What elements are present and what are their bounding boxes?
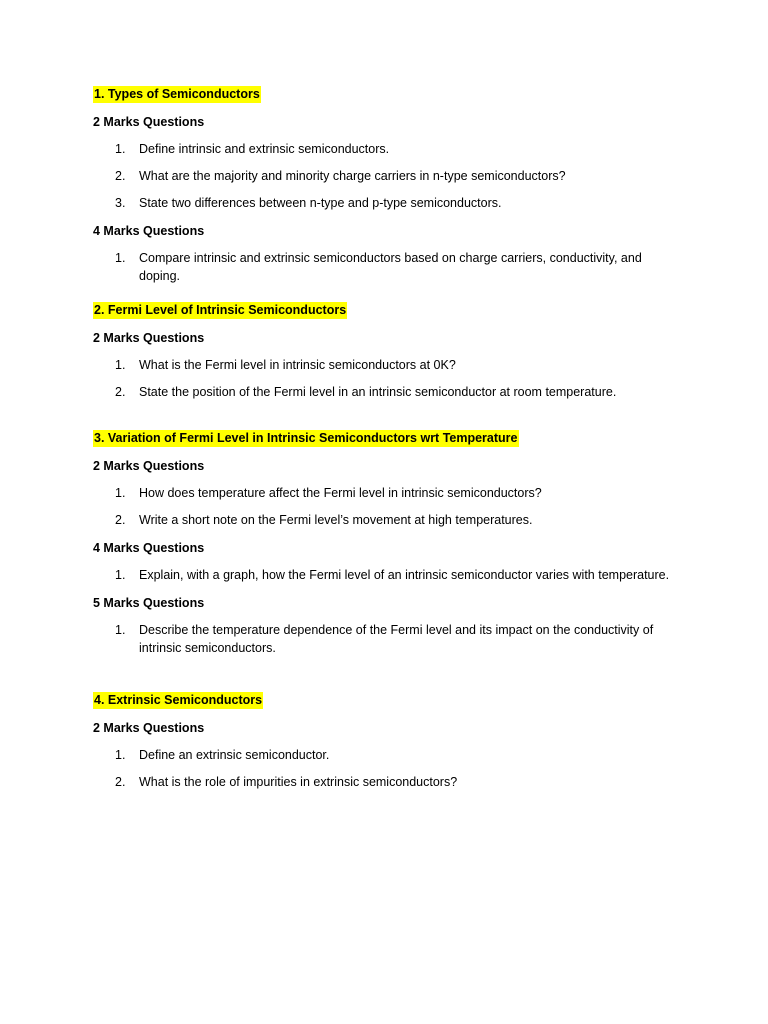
question-item xyxy=(93,773,683,791)
marks-heading: 2 Marks Questions xyxy=(93,115,205,129)
question-list xyxy=(93,746,683,791)
question-number: 1. xyxy=(115,251,126,265)
section-extrinsic-semiconductors xyxy=(93,692,683,791)
section-fermi-variation-temperature xyxy=(93,430,683,657)
marks-heading: 2 Marks Questions xyxy=(93,331,205,345)
marks-heading: 4 Marks Questions xyxy=(93,541,205,555)
question-number: 2. xyxy=(115,385,126,399)
question-number: 2. xyxy=(115,169,126,183)
question-number: 1. xyxy=(115,568,126,582)
question-number: 2. xyxy=(115,513,126,527)
question-item xyxy=(93,484,683,502)
section-title-wrapper xyxy=(93,302,683,319)
question-number: 1. xyxy=(115,748,126,762)
question-list xyxy=(93,484,683,529)
section-title-wrapper xyxy=(93,86,683,103)
question-number: 1. xyxy=(115,623,126,637)
section-spacer xyxy=(93,401,683,430)
question-text: Define an extrinsic semiconductor. xyxy=(139,748,330,762)
question-item xyxy=(93,383,683,401)
question-text: Compare intrinsic and extrinsic semiconductors based on charge carriers, conductivity, and doping. xyxy=(139,251,642,283)
question-text: What is the Fermi level in intrinsic semiconductors at 0K? xyxy=(139,358,456,372)
question-text: Describe the temperature dependence of the Fermi level and its impact on the conductivity of intrinsic semiconductors. xyxy=(139,623,654,655)
section-title: 1. Types of Semiconductors xyxy=(94,87,260,101)
section-title-wrapper xyxy=(93,692,683,709)
marks-heading: 2 Marks Questions xyxy=(93,459,205,473)
question-text: What is the role of impurities in extrinsic semiconductors? xyxy=(139,775,458,789)
section-spacer xyxy=(93,657,683,692)
question-item xyxy=(93,249,683,285)
question-text: Define intrinsic and extrinsic semiconductors. xyxy=(139,142,390,156)
question-item xyxy=(93,140,683,158)
question-text: How does temperature affect the Fermi level in intrinsic semiconductors? xyxy=(139,486,542,500)
document-content xyxy=(93,86,683,791)
question-number: 1. xyxy=(115,358,126,372)
question-list xyxy=(93,249,683,285)
question-item xyxy=(93,566,683,584)
question-number: 3. xyxy=(115,196,126,210)
question-number: 1. xyxy=(115,142,126,156)
question-text: What are the majority and minority charge carriers in n-type semiconductors? xyxy=(139,169,566,183)
question-item xyxy=(93,356,683,374)
question-text: Write a short note on the Fermi level’s movement at high temperatures. xyxy=(139,513,533,527)
section-title: 3. Variation of Fermi Level in Intrinsic Semiconductors wrt Temperature xyxy=(94,431,518,445)
question-item xyxy=(93,511,683,529)
question-number: 2. xyxy=(115,775,126,789)
question-item xyxy=(93,746,683,764)
section-fermi-level-intrinsic xyxy=(93,302,683,401)
question-text: State two differences between n-type and p-type semiconductors. xyxy=(139,196,502,210)
marks-heading: 5 Marks Questions xyxy=(93,596,205,610)
section-title: 2. Fermi Level of Intrinsic Semiconductors xyxy=(94,303,347,317)
question-item xyxy=(93,194,683,212)
question-number: 1. xyxy=(115,486,126,500)
question-item xyxy=(93,621,683,657)
question-list xyxy=(93,566,683,584)
marks-heading: 2 Marks Questions xyxy=(93,721,205,735)
question-text: State the position of the Fermi level in an intrinsic semiconductor at room temperature. xyxy=(139,385,617,399)
question-list xyxy=(93,140,683,212)
question-text: Explain, with a graph, how the Fermi level of an intrinsic semiconductor varies with temperature. xyxy=(139,568,670,582)
question-item xyxy=(93,167,683,185)
question-list xyxy=(93,356,683,401)
section-types-of-semiconductors xyxy=(93,86,683,285)
section-title: 4. Extrinsic Semiconductors xyxy=(94,693,263,707)
marks-heading: 4 Marks Questions xyxy=(93,224,205,238)
section-title-wrapper xyxy=(93,430,683,447)
section-spacer xyxy=(93,285,683,302)
question-list xyxy=(93,621,683,657)
